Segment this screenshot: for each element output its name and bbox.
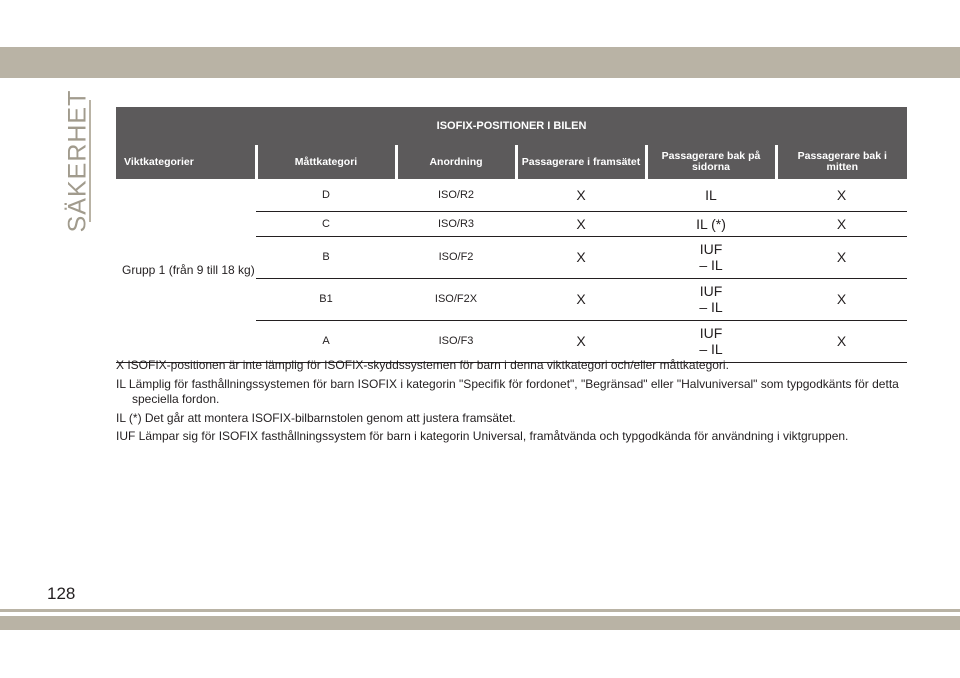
weight-group-cell: Grupp 1 (från 9 till 18 kg)	[116, 179, 256, 362]
column-header: Passagerare i framsätet	[516, 145, 646, 179]
rear-side-line-1: IUF	[699, 325, 723, 341]
top-decorative-bar	[0, 47, 960, 78]
rear-side-line-2: – IL	[699, 257, 723, 273]
fixture-cell: ISO/R2	[396, 179, 516, 211]
column-header: Passagerare bak i mitten	[776, 145, 907, 179]
table-row	[116, 179, 907, 211]
page-number: 128	[47, 584, 76, 603]
fixture-cell: ISO/R3	[396, 211, 516, 236]
fixture-cell: ISO/F3	[396, 320, 516, 362]
note-x: X ISOFIX-positionen är inte lämplig för ISOFIX-skyddssystemen för barn i denna viktkategori och/eller måttkategori.	[116, 358, 729, 372]
column-header: Passagerare bak på sidorna	[646, 145, 776, 179]
bottom-rule	[0, 609, 960, 612]
rear-side-line-1: IUF	[699, 241, 723, 257]
column-header: Måttkategori	[256, 145, 396, 179]
rear-side-line-1: IUF	[699, 283, 723, 299]
front-passenger-cell: X	[516, 236, 646, 278]
rear-side-cell	[646, 236, 776, 278]
section-tab-label: SÄKERHET	[63, 89, 92, 233]
column-header: Anordning	[396, 145, 516, 179]
note-il: IL Lämplig för fasthållningssystemen för barn ISOFIX i kategorin "Specifik för fordonet", "Begränsad" eller "Halvuniversal" som typgodkänts för detta speciella fordon.	[116, 376, 899, 406]
rear-side-line-2: – IL	[699, 341, 723, 357]
note-iuf: IUF Lämpar sig för ISOFIX fasthållningssystem för barn i kategorin Universal, framåtvända och typgodkända för användning i viktgruppen.	[116, 429, 849, 443]
note-il-star: IL (*) Det går att montera ISOFIX-bilbarnstolen genom att justera framsätet.	[116, 410, 516, 425]
size-class-cell: D	[256, 179, 396, 211]
size-class-cell: B	[256, 236, 396, 278]
column-header: Viktkategorier	[116, 145, 256, 179]
rear-middle-cell: X	[776, 179, 907, 211]
rear-side-cell: IL	[646, 179, 776, 211]
front-passenger-cell: X	[516, 211, 646, 236]
front-passenger-cell: X	[516, 320, 646, 362]
rear-middle-cell: X	[776, 320, 907, 362]
rear-middle-cell: X	[776, 236, 907, 278]
rear-side-cell	[646, 278, 776, 320]
rear-side-cell	[646, 320, 776, 362]
size-class-cell: B1	[256, 278, 396, 320]
rear-side-line-2: – IL	[699, 299, 723, 315]
legend-notes	[116, 358, 916, 448]
rear-middle-cell: X	[776, 211, 907, 236]
size-class-cell: C	[256, 211, 396, 236]
fixture-cell: ISO/F2	[396, 236, 516, 278]
front-passenger-cell: X	[516, 278, 646, 320]
size-class-cell: A	[256, 320, 396, 362]
fixture-cell: ISO/F2X	[396, 278, 516, 320]
rear-middle-cell: X	[776, 278, 907, 320]
front-passenger-cell: X	[516, 179, 646, 211]
rear-side-cell: IL (*)	[646, 211, 776, 236]
bottom-decorative-bar	[0, 616, 960, 630]
isofix-table	[116, 107, 907, 363]
table-title: ISOFIX-POSITIONER I BILEN	[116, 107, 907, 145]
section-tab	[63, 89, 93, 233]
